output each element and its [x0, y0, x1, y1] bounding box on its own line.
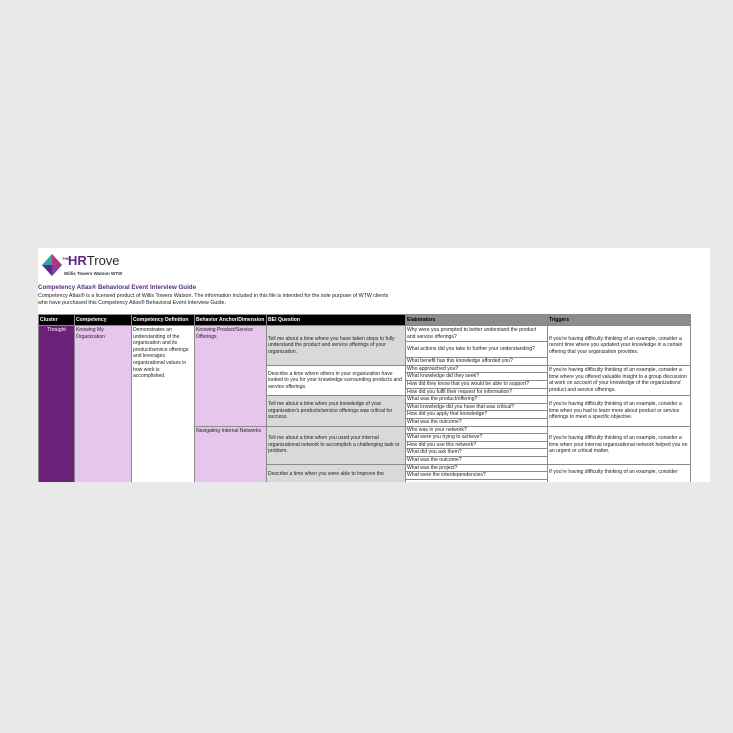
- column-header: Competency: [75, 315, 132, 326]
- interview-guide-table: [38, 314, 691, 482]
- anchor-cell: Knowing Product/Service Offerings: [195, 326, 267, 427]
- document-title: Competency Atlas® Behavioral Event Interview Guide: [38, 284, 197, 291]
- trigger-cell: If you're having difficulty thinking of an example, consider a time where you offered valuable insight to a group discussion at work on account of your knowledge of the organizations' product and service offerings.: [548, 365, 691, 395]
- question-cell: Tell me about a time when your knowledge of your organization's products/service offerings was critical for success.: [267, 396, 406, 426]
- diamond-logo-icon: [42, 254, 62, 276]
- competency-cell: Knowing My Organization: [75, 326, 132, 483]
- cluster-cell: Thought: [39, 326, 75, 483]
- column-header: Triggers: [548, 315, 691, 326]
- logo-the: THE: [62, 256, 70, 261]
- column-header: Cluster: [39, 315, 75, 326]
- logo-sub-text: Willis Towers Watson: [64, 271, 110, 276]
- table-row: [39, 326, 691, 342]
- logo-hr: HR: [68, 253, 87, 268]
- question-cell: Describe a time when you were able to improve the: [267, 464, 406, 482]
- column-header: BEI Question: [267, 315, 406, 326]
- trigger-cell: If you're having difficulty thinking of an example, consider: [548, 464, 691, 482]
- column-header: Competency Definition: [132, 315, 195, 326]
- wtw-mark: WTW: [110, 271, 123, 276]
- logo-title: [68, 254, 120, 268]
- logo-subtitle: [64, 271, 122, 276]
- elaborator-cell: How did you fulfil their request for information?: [406, 388, 548, 396]
- elaborator-cell: What was the product/offering?: [406, 396, 548, 404]
- elaborator-cell: What were you trying to achieve?: [406, 434, 548, 442]
- elaborator-cell: Who approached you?: [406, 365, 548, 373]
- question-cell: Tell me about a time when you used your internal organizational network to accomplish a challenging task or problem.: [267, 426, 406, 464]
- spreadsheet-page: [38, 248, 710, 482]
- elaborator-cell: Who was in your network?: [406, 426, 548, 434]
- header-row: [39, 315, 691, 326]
- logo-trove: Trove: [86, 253, 120, 268]
- elaborator-cell: What actions did you take to further your understanding?: [406, 342, 548, 358]
- trigger-cell: If you're having difficulty thinking of an example, consider a time when you had to learn more about product or service offerings to meet a specific objective.: [548, 396, 691, 426]
- definition-cell: Demonstrates an understanding of the organization and its product/service offerings and leverages organizational values in how work is accomplished.: [132, 326, 195, 483]
- elaborator-cell: How did you use this network?: [406, 441, 548, 449]
- anchor-cell: Navigating Internal Networks: [195, 426, 267, 482]
- question-cell: Describe a time where others in your organization have looked to you for your knowledge surrounding products and service offerings.: [267, 365, 406, 395]
- elaborator-cell: What was the project?: [406, 464, 548, 472]
- document-intro: Competency Atlas® is a licensed product of Willis Towers Watson. The information included in this file is intended for the sole purpose of WTW clients who have purchased this Competency Atlas® Behavioral Event Interview Guide.: [38, 293, 389, 306]
- column-header: Elaborators: [406, 315, 548, 326]
- elaborator-cell: What knowledge did you have that was critical?: [406, 403, 548, 411]
- elaborator-cell: What was the outcome?: [406, 418, 548, 426]
- hr-trove-logo: [42, 254, 122, 278]
- elaborator-cell: What benefit has this knowledge afforded you?: [406, 358, 548, 366]
- elaborator-cell: [406, 479, 548, 482]
- elaborator-cell: How did you apply that knowledge?: [406, 411, 548, 419]
- question-cell: Tell me about a time where you have taken steps to fully understand the product and service offerings of your organization.: [267, 326, 406, 366]
- elaborator-cell: What was the outcome?: [406, 456, 548, 464]
- elaborator-cell: What knowledge did they seek?: [406, 373, 548, 381]
- column-header: Behavior Anchor/Dimension: [195, 315, 267, 326]
- elaborator-cell: Why were you prompted to better understand the product and service offerings?: [406, 326, 548, 342]
- trigger-cell: If you're having difficulty thinking of an example, consider a time when your internal organizational network helped you on an urgent or critical matter.: [548, 426, 691, 464]
- elaborator-cell: How did they know that you would be able to support?: [406, 380, 548, 388]
- trigger-cell: If you're having difficulty thinking of an example, consider a recent time where you updated your knowledge in a certain offering that your organization provides.: [548, 326, 691, 366]
- elaborator-cell: What were the interdependencies?: [406, 472, 548, 480]
- elaborator-cell: What did you ask them?: [406, 449, 548, 457]
